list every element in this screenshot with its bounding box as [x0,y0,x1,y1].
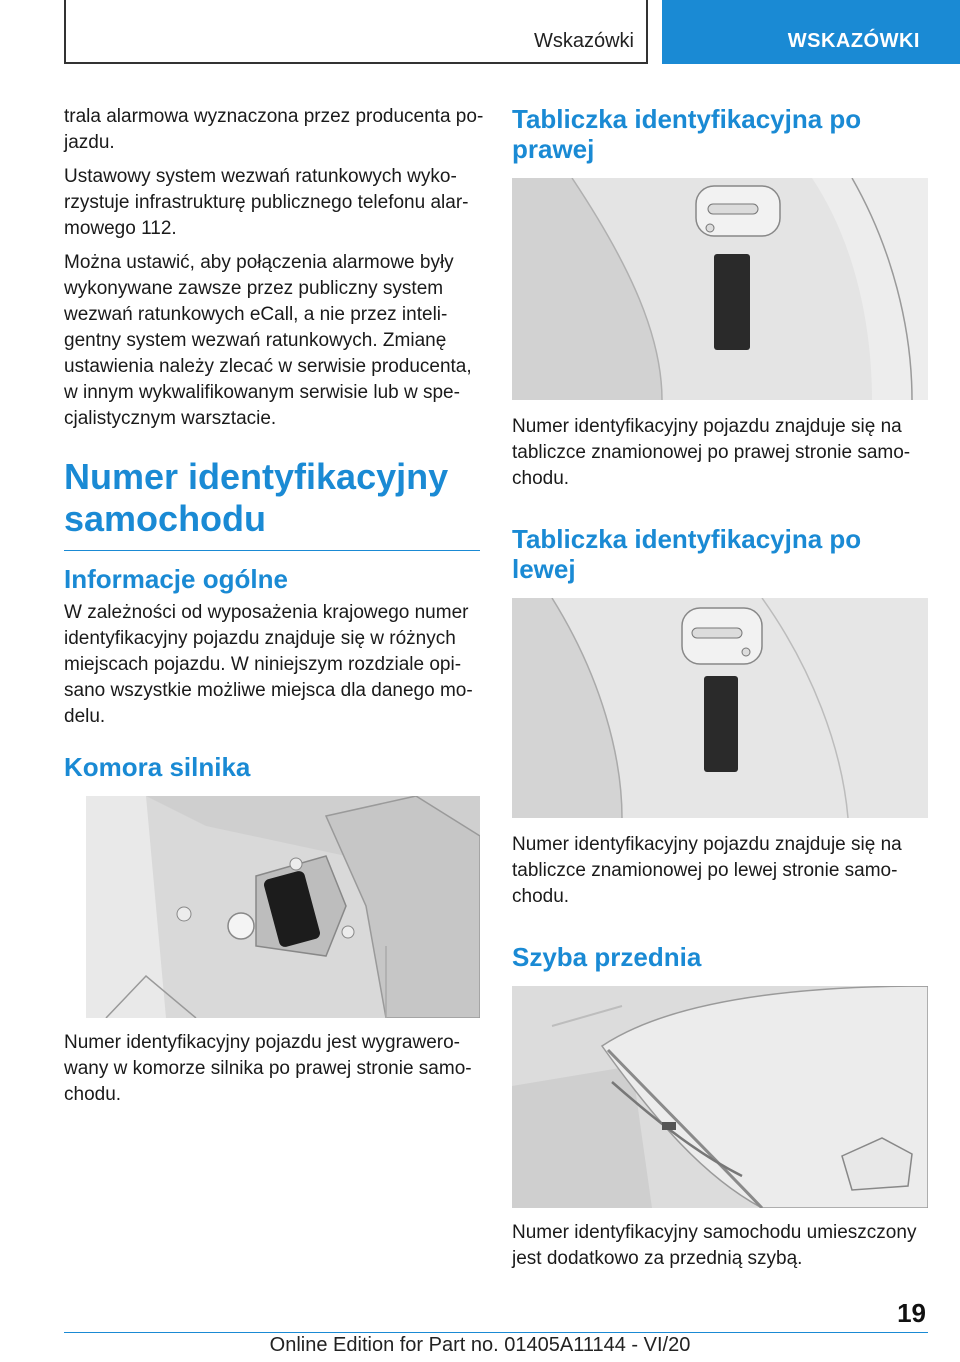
paragraph-line: Numer identyfikacyjny samochodu umieszczony [512,1222,917,1243]
subsection-title: Komora silnika [64,752,251,782]
paragraph-line: W zależności od wyposażenia krajowego numer [64,602,469,623]
paragraph-line: jazdu. [64,132,115,153]
paragraph-line: w innym wykwalifikowanym serwisie lub w spe- [64,382,460,403]
paragraph-line: gentny system wezwań ratunkowych. Zmianę [64,330,447,351]
paragraph-line: Numer identyfikacyjny pojazdu jest wygrawero- [64,1032,460,1053]
title-line-2: lewej [512,554,576,584]
header-tab-label: WSKAZÓWKI [787,30,920,52]
engine-bay-photo [86,796,480,1018]
page-header [0,0,960,66]
paragraph-line: rzystuje infrastrukturę publicznego telefonu alar- [64,192,469,213]
paragraph-line: cjalistycznym warsztacie. [64,408,277,429]
subsection-title [512,524,861,584]
paragraph-line: wany w komorze silnika po prawej stronie samo- [64,1058,472,1079]
paragraph-line: tabliczce znamionowej po prawej stronie samo- [512,442,911,463]
windscreen-photo [512,986,928,1208]
title-line-1: Tabliczka identyfikacyjna po [512,524,862,554]
paragraph-line: sano wszystkie możliwe miejsca dla danego mo- [64,680,473,701]
right-door-pillar-photo [512,178,928,400]
title-line-1: Numer identyfikacyjny [64,456,449,497]
paragraph-line: Numer identyfikacyjny pojazdu znajduje się na [512,416,902,437]
subsection-title: Szyba przednia [512,942,702,972]
paragraph-line: tabliczce znamionowej po lewej stronie samo- [512,860,898,881]
title-line-1: Tabliczka identyfikacyjna po [512,104,862,134]
paragraph-line: chodu. [64,1084,122,1105]
page-number: 19 [897,1298,926,1328]
section-heading [64,456,480,551]
paragraph-line: wykonywane zawsze przez publiczny system [64,278,444,299]
left-door-pillar-photo [512,598,928,818]
paragraph-line: mowego 112. [64,218,177,239]
paragraph-line: ustawienia należy zlecać w serwisie producenta, [64,356,472,377]
paragraph-line: Można ustawić, aby połączenia alarmowe były [64,252,454,273]
header-box [64,0,648,64]
paragraph-line: miejscach pojazdu. W niniejszym rozdziale opi- [64,654,462,675]
header-tab[interactable] [662,0,960,64]
subsection-title [512,104,861,164]
paragraph-line: wezwań ratunkowych eCall, a nie przez inteli- [64,304,448,325]
title-line-2: prawej [512,134,595,164]
footer-edition: Online Edition for Part no. 01405A11144 - VI/20 [269,1334,691,1356]
paragraph-line: Ustawowy system wezwań ratunkowych wyko- [64,166,457,187]
paragraph-line: delu. [64,706,106,727]
subsection-title: Informacje ogólne [64,564,288,594]
footer-divider [64,1332,928,1333]
paragraph-line: trala alarmowa wyznaczona przez producenta po- [64,106,484,127]
header-title: Wskazówki [533,30,634,52]
paragraph-line: identyfikacyjny pojazdu znajduje się w różnych [64,628,456,649]
paragraph-line: Numer identyfikacyjny pojazdu znajduje się na [512,834,902,855]
paragraph-line: chodu. [512,886,570,907]
section-title [64,456,480,551]
title-line-2: samochodu [64,498,267,539]
paragraph-line: jest dodatkowo za przednią szybą. [512,1248,803,1269]
paragraph-line: chodu. [512,468,570,489]
